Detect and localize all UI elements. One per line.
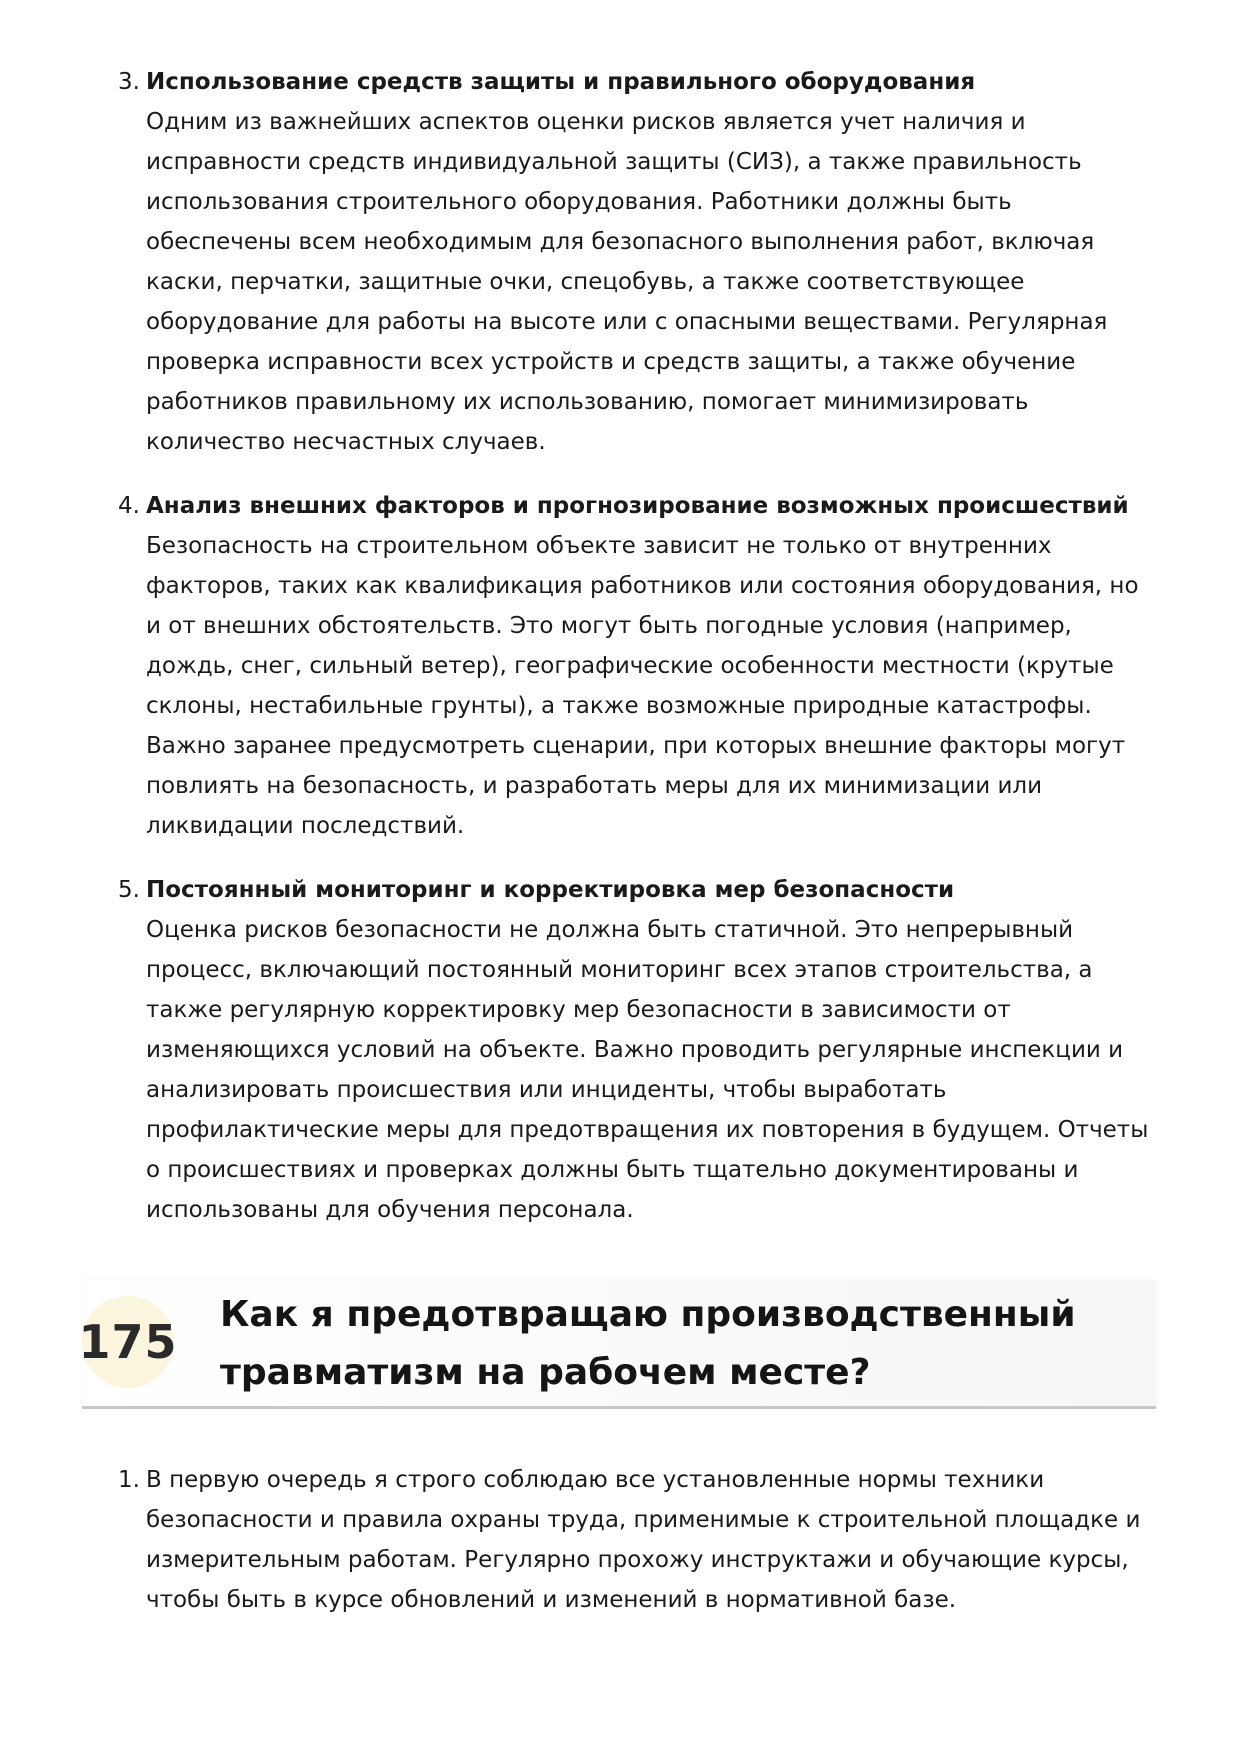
- list-item-title: Постоянный мониторинг и корректировка мер безопасности: [146, 877, 955, 903]
- answer-list-continued: [118, 62, 1158, 1254]
- answer-list: [118, 1460, 1158, 1644]
- list-item: [118, 62, 1158, 462]
- list-item-body: В первую очередь я строго соблюдаю все установленные нормы техники безопасности и правила охраны труда, применимые к строительной площадке и измерительным работам. Регулярно прохожу инструктажи и обучающие курсы, чтобы быть в курсе обновлений и изменений в нормативной базе.: [146, 1467, 1141, 1613]
- question-header: [78, 1280, 1156, 1412]
- list-item-body: Безопасность на строительном объекте зависит не только от внутренних факторов, таких как квалификация работников или состояния оборудования, но и от внешних обстоятельств. Это могут быть погодные условия (например, дождь, снег, сильный ветер), географические особенности местности (крутые склоны, нестабильные грунты), а также возможные природные катастрофы. Важно заранее предусмотреть сценарии, при которых внешние факторы могут повлиять на безопасность, и разработать меры для их минимизации или ликвидации последствий.: [146, 533, 1139, 839]
- question-title: Как я предотвращаю производственный травматизм на рабочем месте?: [220, 1294, 1076, 1393]
- list-item: [118, 1460, 1158, 1620]
- list-item-number: 1.: [118, 1467, 140, 1493]
- list-item-number: 3.: [118, 69, 140, 95]
- list-item-body: Одним из важнейших аспектов оценки рисков является учет наличия и исправности средств индивидуальной защиты (СИЗ), а также правильность использования строительного оборудования. Работники должны быть обеспечены всем необходимым для безопасного выполнения работ, включая каски, перчатки, защитные очки, спецобувь, а также соответствующее оборудование для работы на высоте или с опасными веществами. Регулярная проверка исправности всех устройств и средств защиты, а также обучение работников правильному их использованию, помогает минимизировать количество несчастных случаев.: [146, 109, 1108, 455]
- question-divider: [82, 1406, 1156, 1409]
- list-item-number: 5.: [118, 877, 140, 903]
- question-number-badge: 175: [82, 1296, 174, 1388]
- list-item-body: Оценка рисков безопасности не должна быть статичной. Это непрерывный процесс, включающий постоянный мониторинг всех этапов строительства, а также регулярную корректировку мер безопасности в зависимости от изменяющихся условий на объекте. Важно проводить регулярные инспекции и анализировать происшествия или инциденты, чтобы выработать профилактические меры для предотвращения их повторения в будущем. Отчеты о происшествиях и проверках должны быть тщательно документированы и использованы для обучения персонала.: [146, 917, 1149, 1223]
- list-item-number: 4.: [118, 493, 140, 519]
- list-item: [118, 870, 1158, 1230]
- list-item-title: Использование средств защиты и правильного оборудования: [146, 69, 976, 95]
- list-item-title: Анализ внешних факторов и прогнозирование возможных происшествий: [146, 493, 1129, 519]
- list-item: [118, 486, 1158, 846]
